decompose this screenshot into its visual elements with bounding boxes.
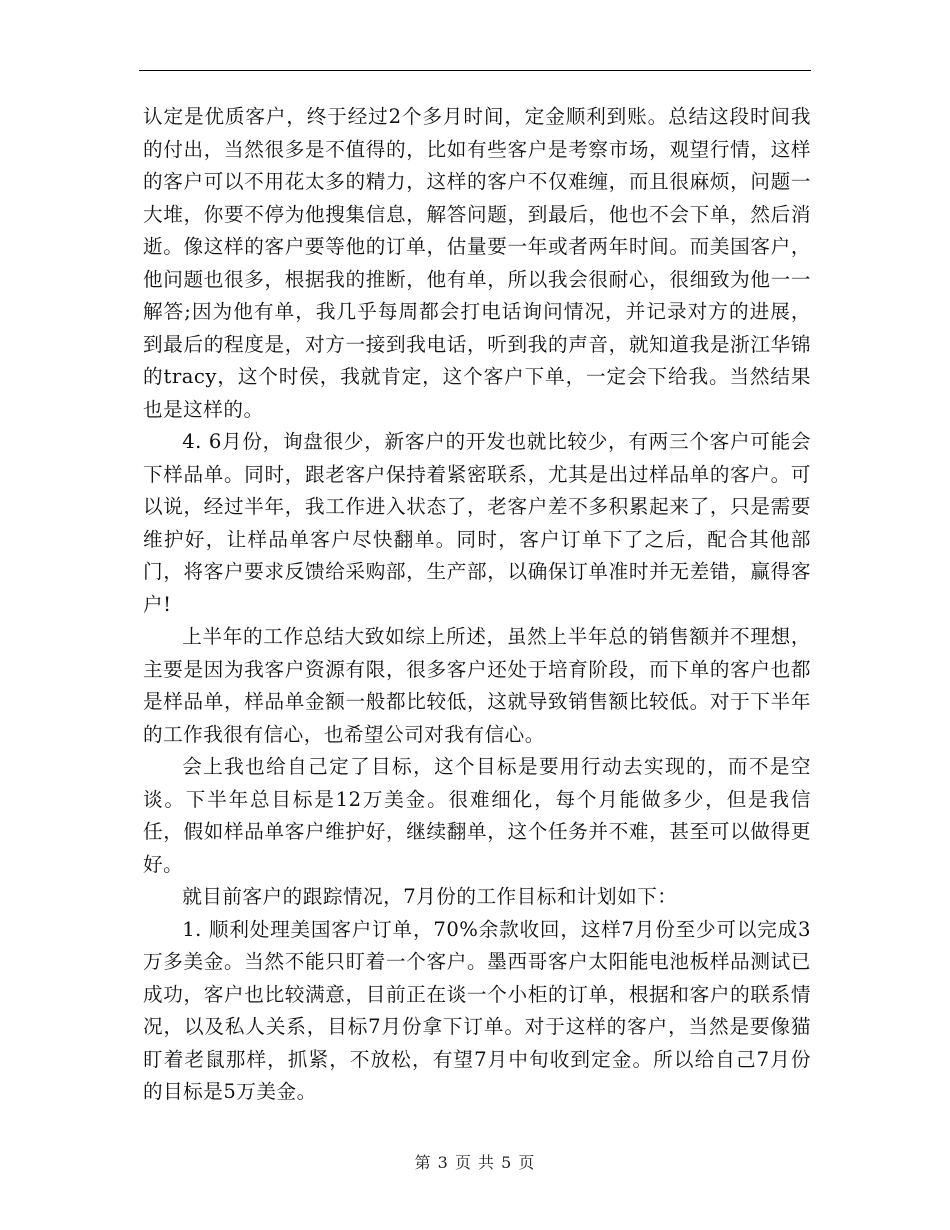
document-body bbox=[143, 101, 811, 1109]
paragraph-summary: 上半年的工作总结大致如综上所述，虽然上半年总的销售额并不理想，主要是因为我客户资源有限，很多客户还处于培育阶段，而下单的客户也都是样品单，样品单金额一般都比较低，这就导致销售额比较低。对于下半年的工作我很有信心，也希望公司对我有信心。 bbox=[143, 625, 811, 746]
paragraph-continuation: 认定是优质客户，终于经过2个多月时间，定金顺利到账。总结这段时间我的付出，当然很多是不值得的，比如有些客户是考察市场，观望行情，这样的客户可以不用花太多的精力，这样的客户不仅难缠，而且很麻烦，问题一大堆，你要不停为他搜集信息，解答问题，到最后，他也不会下单，然后消逝。像这样的客户要等他的订单，估量要一年或者两年时间。而美国客户，他问题也很多，根据我的推断，他有单，所以我会很耐心，很细致为他一一解答;因为他有单，我几乎每周都会打电话询问情况，并记录对方的进展，到最后的程度是，对方一接到我电话，听到我的声音，就知道我是浙江华锦的tracy，这个时侯，我就肯定，这个客户下单，一定会下给我。当然结果也是这样的。 bbox=[143, 105, 811, 421]
paragraph-goal: 会上我也给自己定了目标，这个目标是要用行动去实现的，而不是空谈。下半年总目标是12万美金。很难细化，每个月能做多少，但是我信任，假如样品单客户维护好，继续翻单，这个任务并不难，甚至可以做得更好。 bbox=[143, 755, 811, 876]
paragraph-item-4: 4. 6月份，询盘很少，新客户的开发也就比较少，有两三个客户可能会下样品单。同时，跟老客户保持着紧密联系，尤其是出过样品单的客户。可以说，经过半年，我工作进入状态了，老客户差不多积累起来了，只是需要维护好，让样品单客户尽快翻单。同时，客户订单下了之后，配合其他部门，将客户要求反馈给采购部，生产部，以确保订单准时并无差错，赢得客户! bbox=[143, 430, 811, 616]
header-rule bbox=[139, 70, 811, 71]
paragraph-plan-intro: 就目前客户的跟踪情况，7月份的工作目标和计划如下： bbox=[182, 885, 678, 908]
page-number: 第 3 页 共 5 页 bbox=[414, 1153, 536, 1172]
paragraph-plan-item-1: 1. 顺利处理美国客户订单，70%余款收回，这样7月份至少可以完成3万多美金。当然不能只盯着一个客户。墨西哥客户太阳能电池板样品测试已成功，客户也比较满意，目前正在谈一个小柜的订单，根据和客户的联系情况，以及私人关系，目标7月份拿下订单。对于这样的客户，当然是要像猫盯着老鼠那样，抓紧，不放松，有望7月中旬收到定金。所以给自己7月份的目标是5万美金。 bbox=[143, 917, 811, 1103]
